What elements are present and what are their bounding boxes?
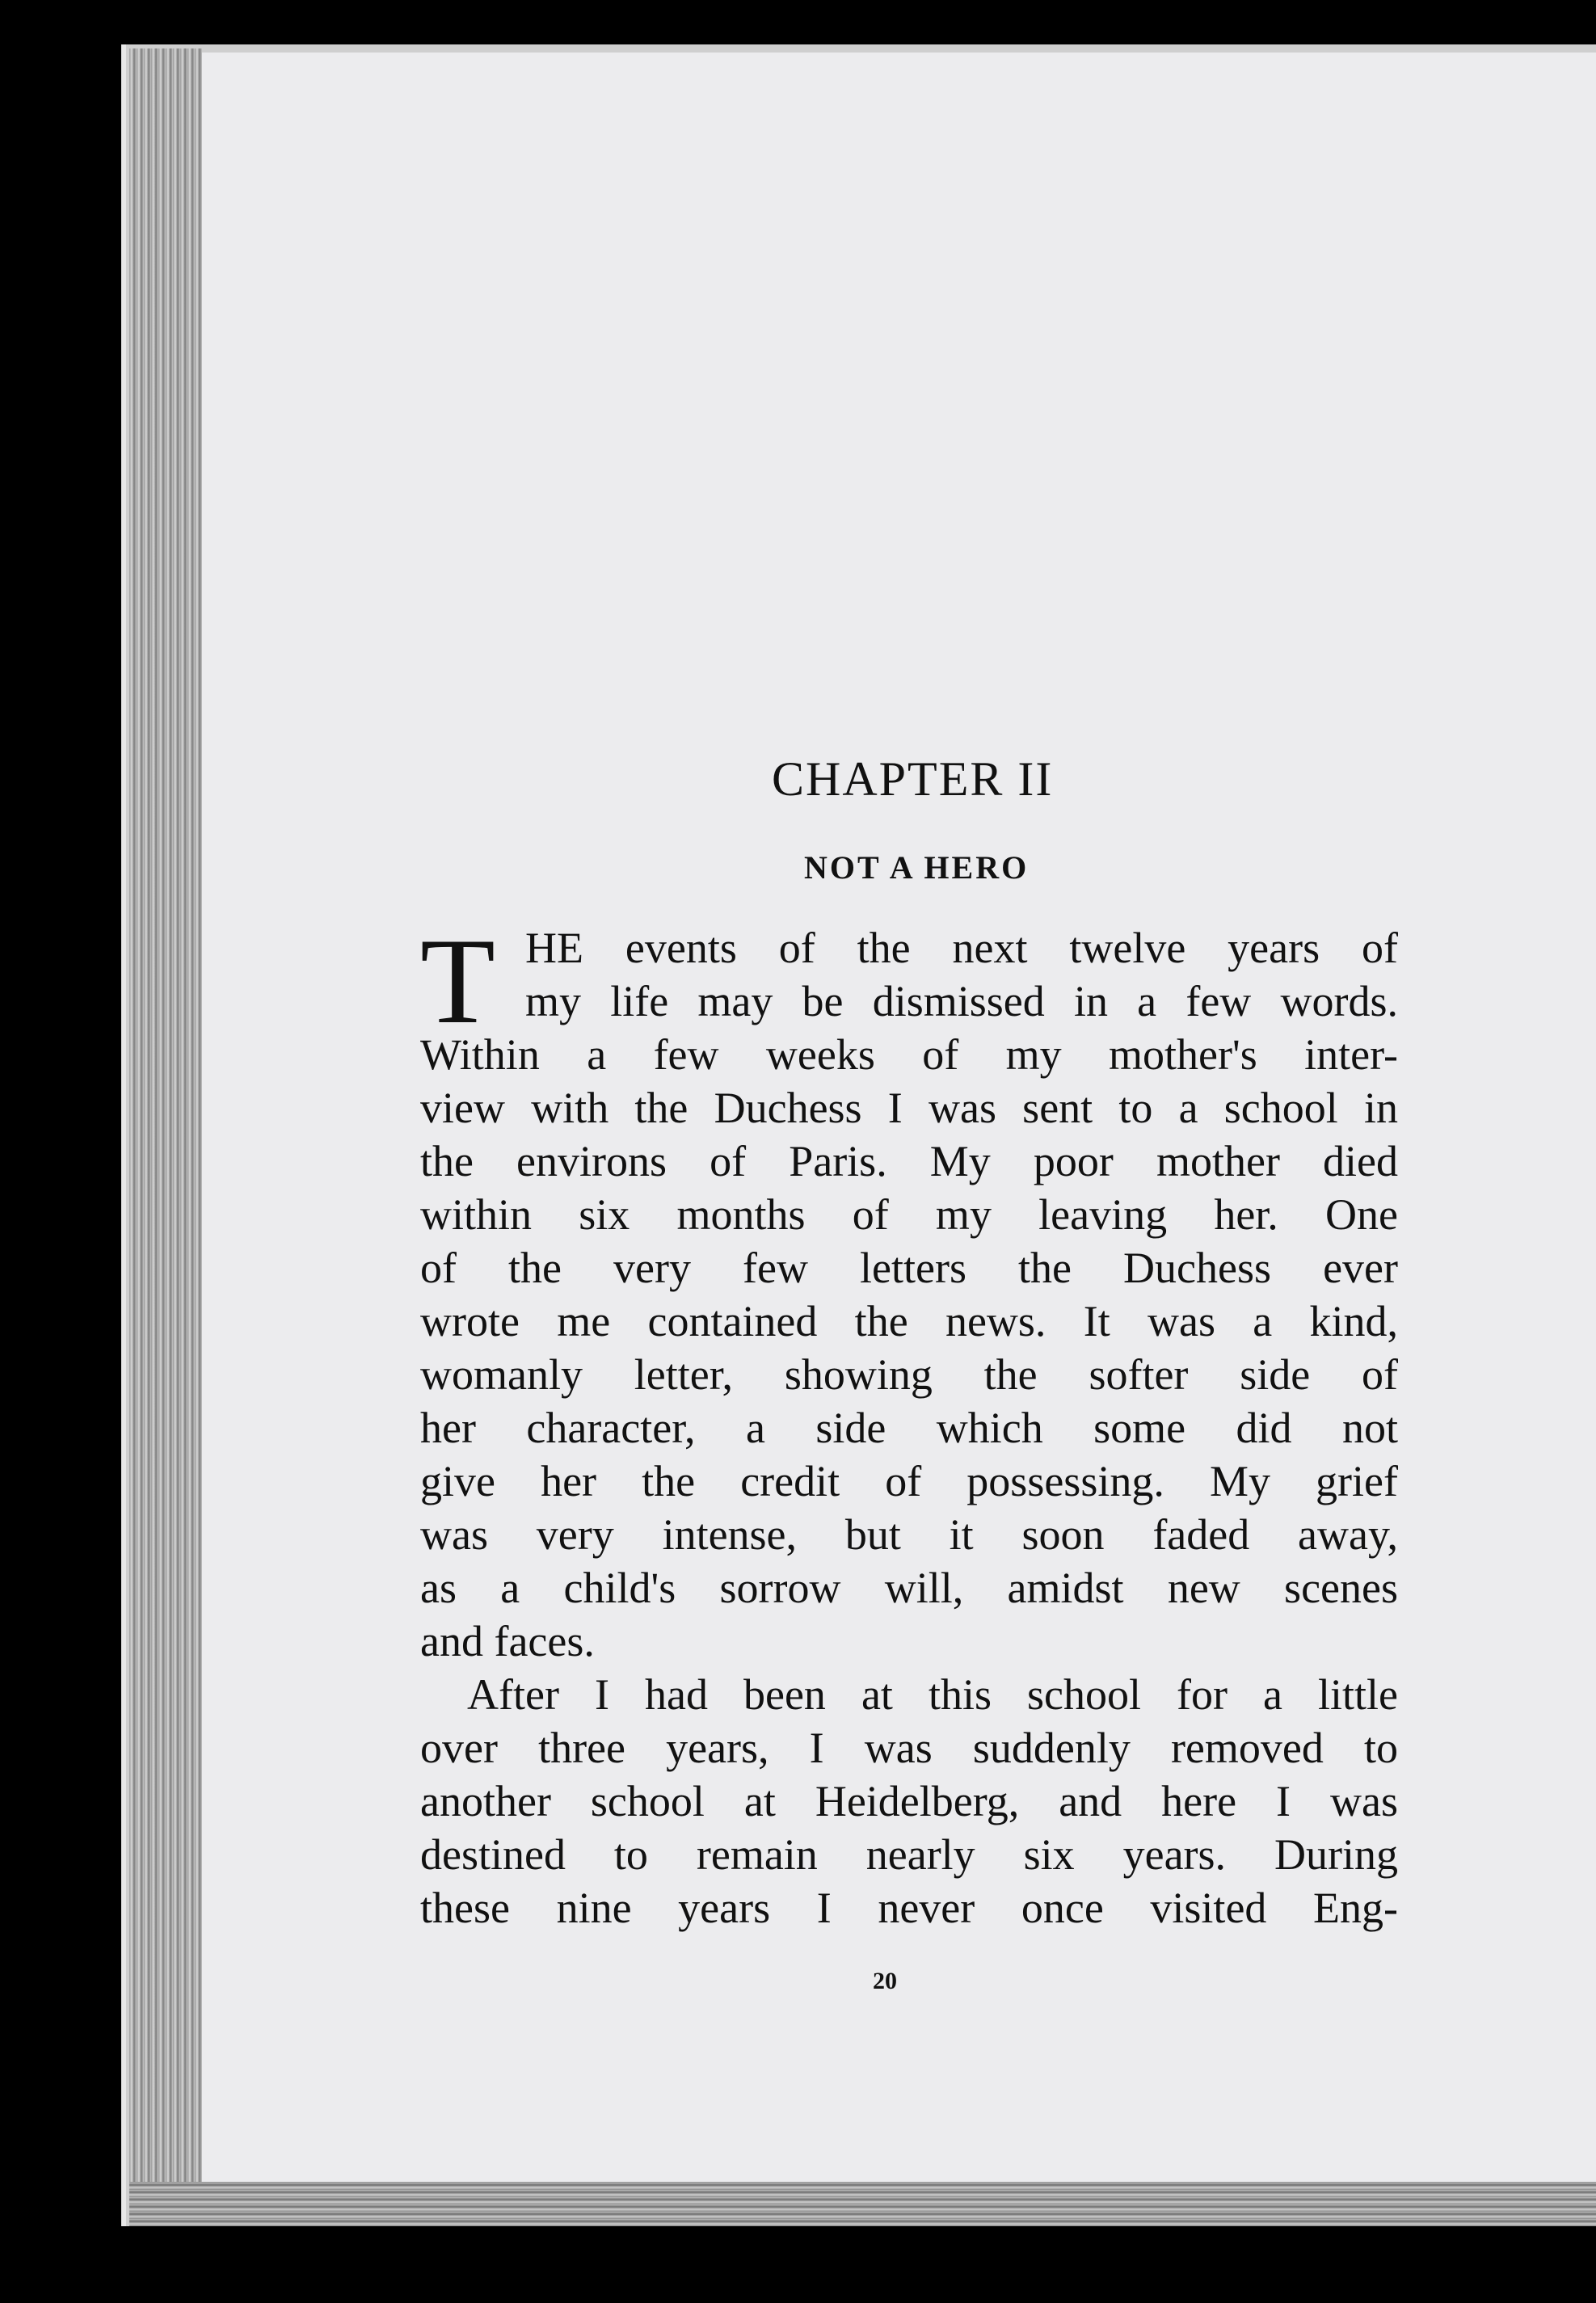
text-line: and faces. xyxy=(420,1617,595,1665)
text-line: another school at Heidelberg, and here I was xyxy=(420,1777,1398,1825)
text-line: womanly letter, showing the softer side of xyxy=(420,1350,1398,1399)
text-line: of the very few letters the Duchess ever xyxy=(420,1244,1398,1292)
body-text xyxy=(420,913,1398,1935)
text-line: her character, a side which some did not xyxy=(420,1404,1398,1452)
text-line: the environs of Paris. My poor mother died xyxy=(420,1137,1398,1185)
text-line: was very intense, but it soon faded away, xyxy=(420,1510,1398,1559)
text-line: wrote me contained the news. It was a kind, xyxy=(420,1297,1398,1345)
drop-cap: T xyxy=(420,913,495,1049)
text-line: give her the credit of possessing. My grief xyxy=(420,1457,1398,1505)
text-line: After I had been at this school for a little xyxy=(467,1670,1398,1719)
text-line: my life may be dismissed in a few words. xyxy=(525,977,1398,1025)
page-edges xyxy=(129,48,202,2222)
text-line: within six months of my leaving her. One xyxy=(420,1190,1398,1239)
chapter-title: CHAPTER II xyxy=(772,752,1054,806)
chapter-subtitle: NOT A HERO xyxy=(804,849,1030,886)
text-line: Within a few weeks of my mother's inter- xyxy=(420,1030,1398,1079)
text-line: over three years, I was suddenly removed to xyxy=(420,1724,1398,1772)
page-number: 20 xyxy=(873,1968,897,1994)
text-line: destined to remain nearly six years. During xyxy=(420,1830,1398,1879)
text-line: HE events of the next twelve years of xyxy=(525,924,1398,972)
text-line: as a child's sorrow will, amidst new scenes xyxy=(420,1564,1398,1612)
text-line: view with the Duchess I was sent to a school in xyxy=(420,1084,1398,1132)
page-bottom-edge xyxy=(129,2182,1596,2226)
text-line: these nine years I never once visited Eng- xyxy=(420,1884,1398,1932)
